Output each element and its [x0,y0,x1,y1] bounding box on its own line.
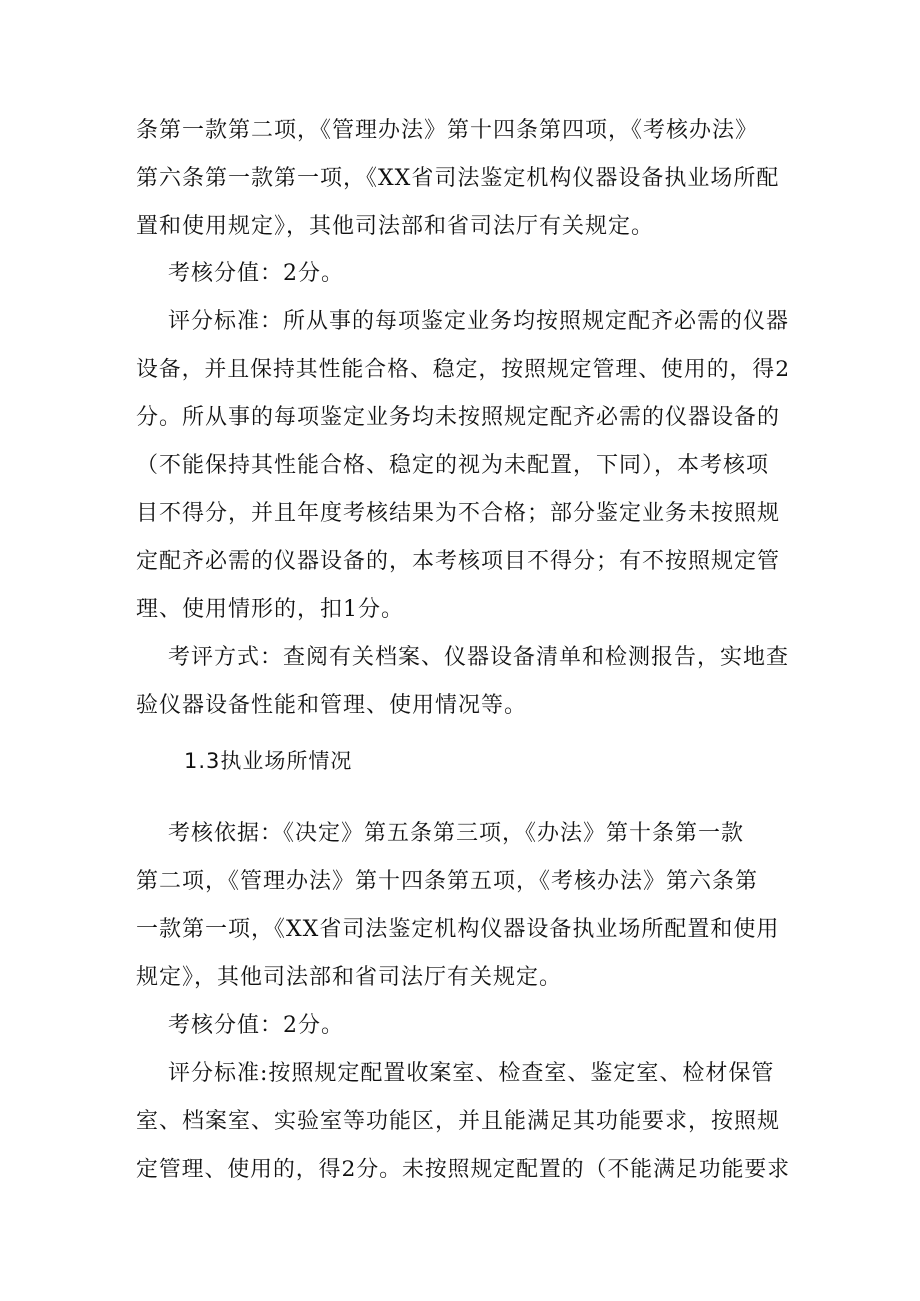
text-line: 室、档案室、实验室等功能区，并且能满足其功能要求，按照规 [136,1109,781,1134]
text-line: 定配齐必需的仪器设备的，本考核项目不得分；有不按照规定管 [136,549,781,574]
text-line: 评分标准:按照规定配置收案室、检查室、鉴定室、检材保管 [168,1061,775,1086]
text-line: 一款第一项，《XX省司法鉴定机构仪器设备执业场所配置和使用 [136,917,780,942]
text-line: 理、使用情形的，扣1分。 [136,597,404,622]
text-line: 分。所从事的每项鉴定业务均未按照规定配齐必需的仪器设备的 [136,405,781,430]
text-line: 目不得分，并且年度考核结果为不合格；部分鉴定业务未按照规 [136,501,781,526]
text-line: 考核分值：2分。 [168,1013,344,1038]
text-line: 设备，并且保持其性能合格、稳定，按照规定管理、使用的，得2 [136,357,791,382]
text-line: 定管理、使用的，得2分。未按照规定配置的（不能满足功能要求 [136,1157,791,1182]
text-line: 考核分值：2分。 [168,261,344,286]
text-line: 置和使用规定》，其他司法部和省司法厅有关规定。 [136,214,655,239]
text-line: 第六条第一款第一项，《XX省司法鉴定机构仪器设备执业场所配 [136,166,780,191]
text-line: 规定》，其他司法部和省司法厅有关规定。 [136,965,563,990]
text-line: 条第一款第二项，《管理办法》第十四条第四项，《考核办法》 [136,118,759,143]
text-line: （不能保持其性能合格、稳定的视为未配置，下同），本考核项 [136,453,770,478]
text-line: 第二项，《管理办法》第十四条第五项，《考核办法》第六条第 [136,869,759,894]
text-line: 考核依据：《决定》第五条第三项，《办法》第十条第一款 [168,821,745,846]
text-line: 验仪器设备性能和管理、使用情况等。 [136,693,528,718]
text-line: 评分标准：所从事的每项鉴定业务均按照规定配齐必需的仪器 [168,309,790,334]
section-heading: 1.3执业场所情况 [184,749,353,773]
text-line: 考评方式：查阅有关档案、仪器设备清单和检测报告，实地查 [168,645,790,670]
